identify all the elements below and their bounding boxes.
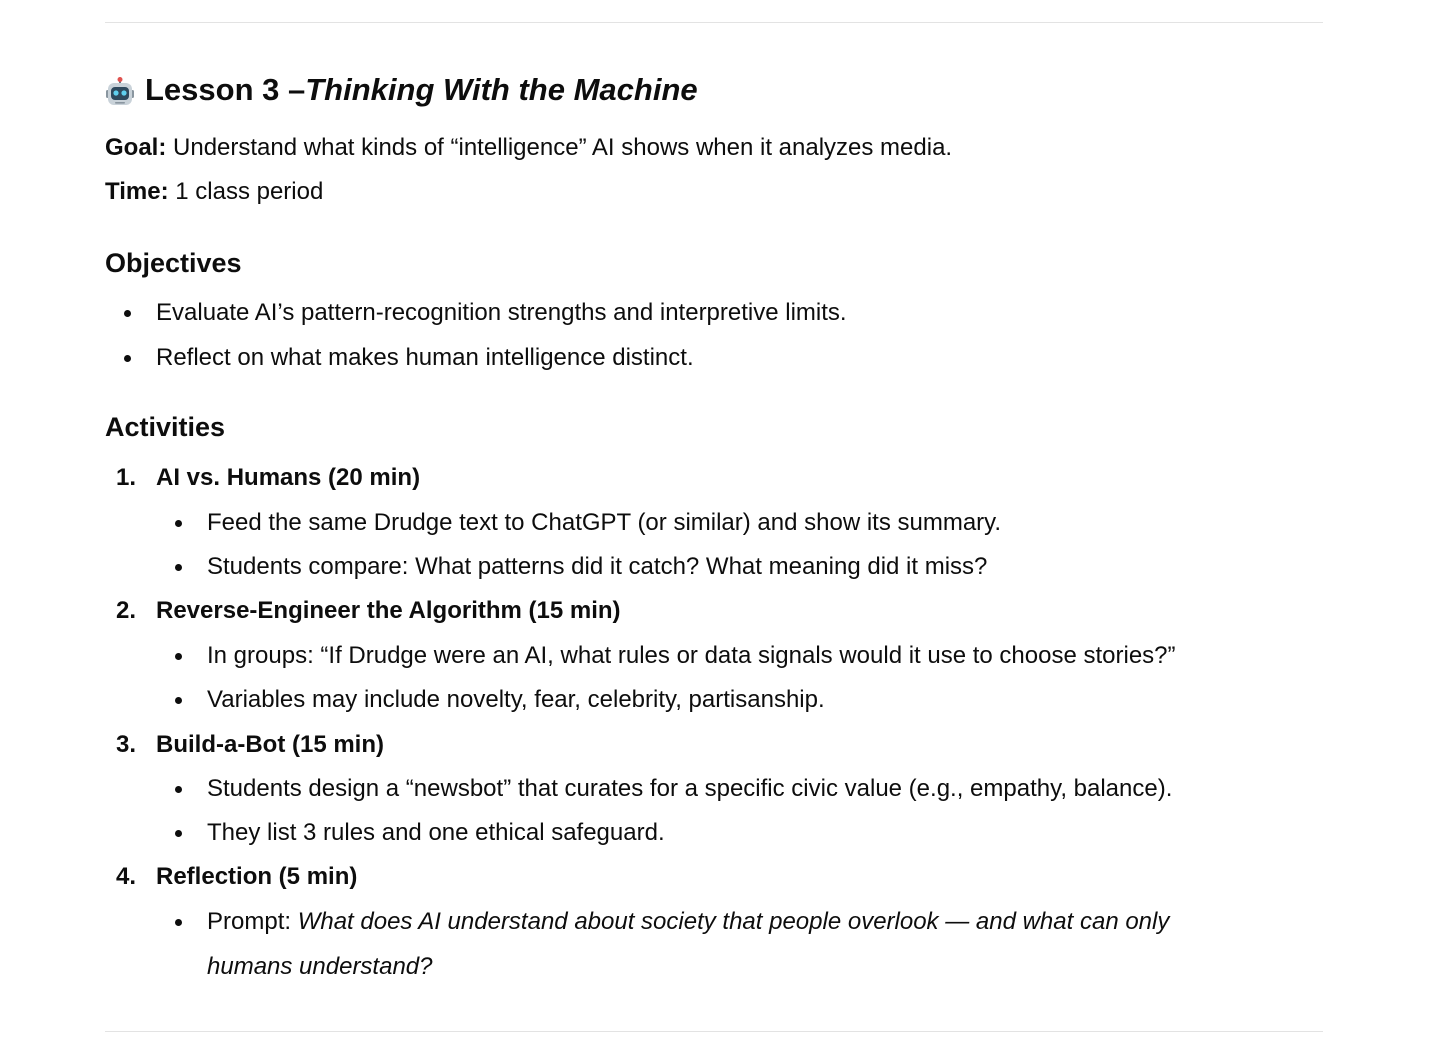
activity-bullet-text: Students compare: What patterns did it catch? What meaning did it miss?: [207, 553, 988, 580]
bullet-icon: [175, 653, 182, 660]
reflection-prompt: [207, 905, 1169, 939]
activity-title: AI vs. Humans (20 min): [156, 464, 421, 491]
objective-text: Reflect on what makes human intelligence distinct.: [156, 344, 694, 371]
activity-title: Reflection (5 min): [156, 863, 358, 890]
activity-bullet-text: They list 3 rules and one ethical safeguard.: [207, 819, 665, 846]
prompt-label: Prompt:: [207, 908, 298, 935]
activity-bullet-text: Students design a “newsbot” that curates for a specific civic value (e.g., empathy, balance).: [207, 775, 1173, 802]
activity-bullet-text: Variables may include novelty, fear, celebrity, partisanship.: [207, 686, 825, 713]
objective-text: Evaluate AI’s pattern-recognition strengths and interpretive limits.: [156, 299, 847, 326]
goal-text: Understand what kinds of “intelligence” AI shows when it analyzes media.: [166, 134, 953, 161]
bullet-icon: [175, 697, 182, 704]
activity-title: Reverse-Engineer the Algorithm (15 min): [156, 597, 621, 624]
activity-number: 2.: [116, 597, 137, 624]
bullet-icon: [175, 786, 182, 793]
activity-bullet-text: In groups: “If Drudge were an AI, what rules or data signals would it use to choose stories?”: [207, 642, 1176, 669]
bullet-icon: [124, 355, 131, 362]
top-divider: [105, 22, 1323, 23]
bullet-icon: [175, 564, 182, 571]
lesson-title: [105, 68, 698, 112]
time-line: [105, 175, 323, 209]
objectives-heading: Objectives: [105, 248, 242, 278]
robot-icon: [105, 75, 135, 105]
activity-number: 4.: [116, 863, 137, 890]
lesson-title-italic: Thinking With the Machine: [305, 72, 698, 107]
activity-number: 3.: [116, 731, 137, 758]
prompt-text-line1: What does AI understand about society that people overlook — and what can only: [297, 908, 1170, 935]
activity-title: Build-a-Bot (15 min): [156, 731, 384, 758]
bullet-icon: [175, 830, 182, 837]
prompt-text-line2: humans understand?: [207, 953, 433, 980]
time-text: 1 class period: [168, 178, 324, 205]
bullet-icon: [124, 310, 131, 317]
bullet-icon: [175, 520, 182, 527]
bullet-icon: [175, 919, 182, 926]
activity-number: 1.: [116, 464, 137, 491]
time-label: Time:: [105, 178, 169, 205]
activity-bullet-text: Feed the same Drudge text to ChatGPT (or similar) and show its summary.: [207, 509, 1002, 536]
goal-line: [105, 131, 952, 165]
activities-heading: Activities: [105, 412, 226, 442]
lesson-title-prefix: Lesson 3 –: [145, 72, 306, 107]
bottom-divider: [105, 1031, 1323, 1032]
goal-label: Goal:: [105, 134, 167, 161]
